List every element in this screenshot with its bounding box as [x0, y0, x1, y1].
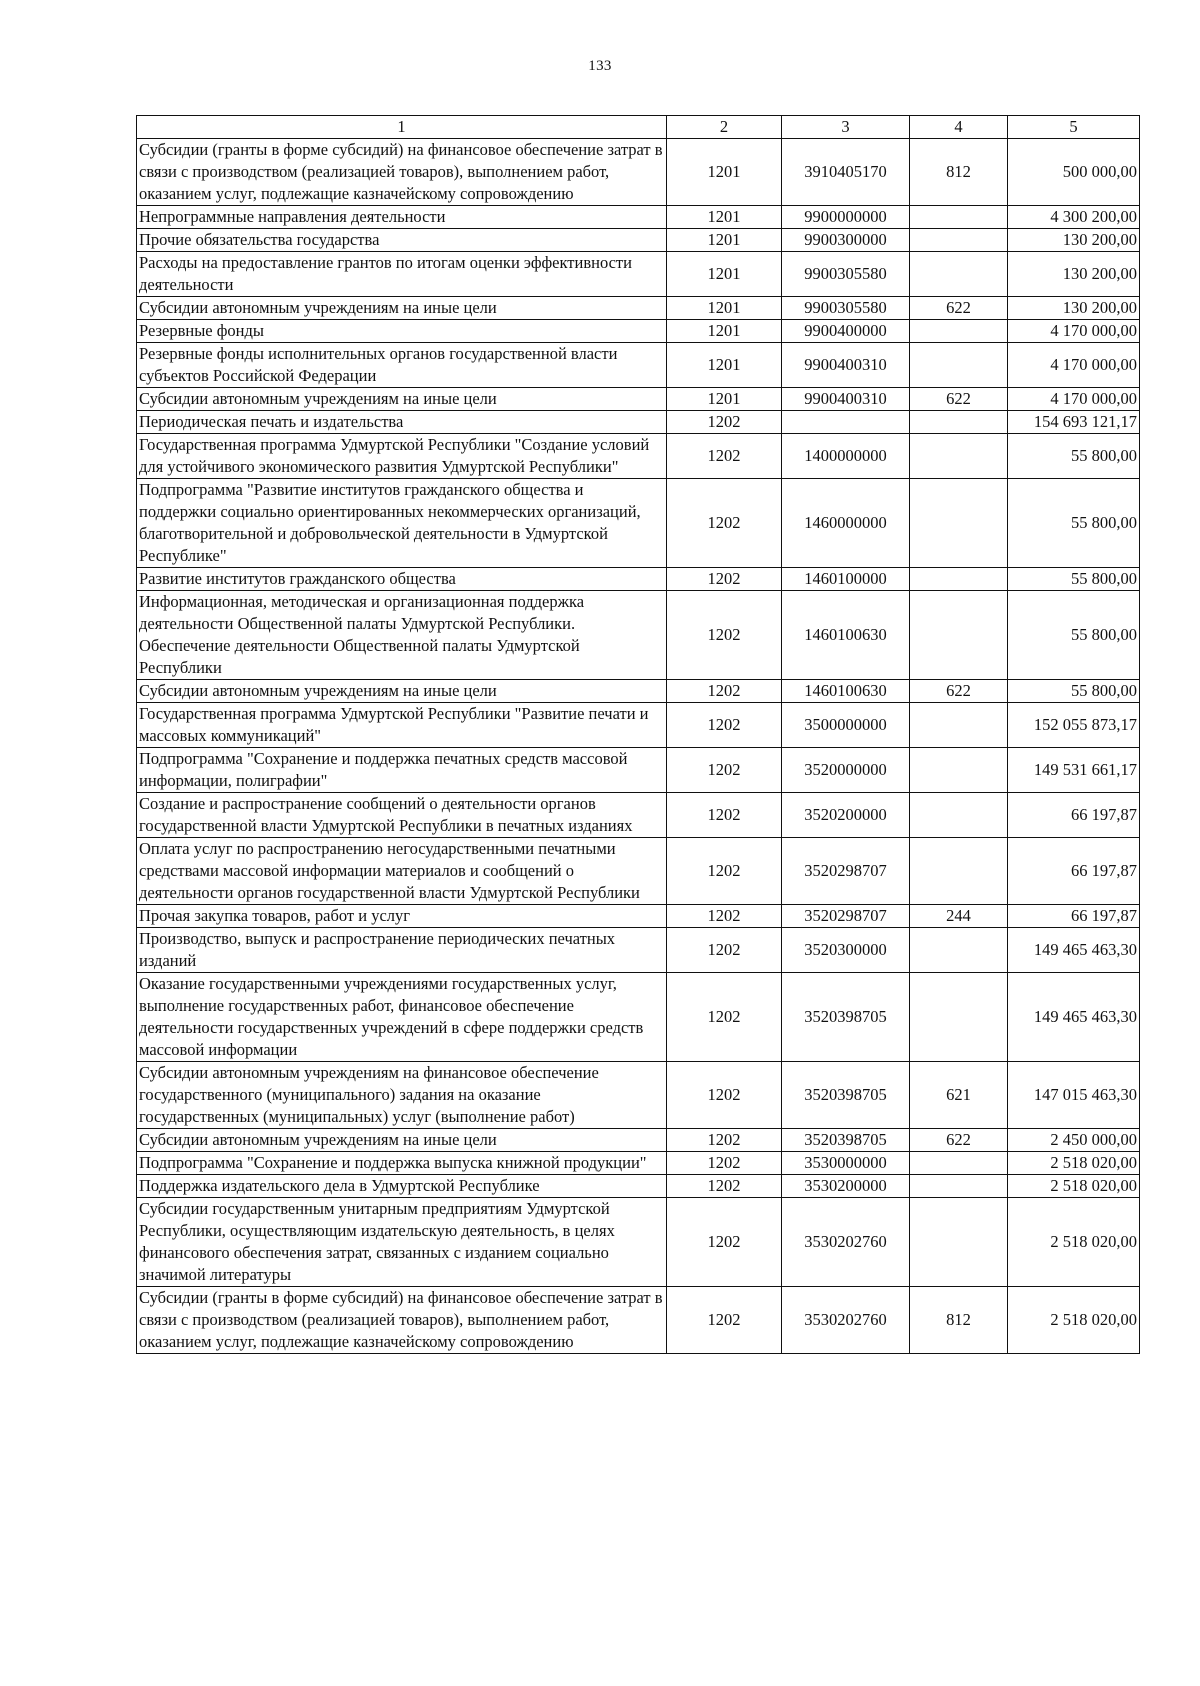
row-section: 1201: [667, 229, 782, 252]
row-amount: 66 197,87: [1008, 905, 1140, 928]
row-target-code: 3520398705: [782, 973, 910, 1062]
row-target-code: 9900300000: [782, 229, 910, 252]
column-header: 4: [910, 116, 1008, 139]
table-row: [137, 320, 1140, 343]
row-target-code: 3530202760: [782, 1198, 910, 1287]
row-target-code: 3520300000: [782, 928, 910, 973]
column-header: 5: [1008, 116, 1140, 139]
row-amount: 2 518 020,00: [1008, 1198, 1140, 1287]
row-target-code: 9900305580: [782, 252, 910, 297]
row-name: Поддержка издательского дела в Удмуртской Республике: [137, 1175, 667, 1198]
row-section: 1201: [667, 320, 782, 343]
table-row: [137, 388, 1140, 411]
row-amount: 55 800,00: [1008, 568, 1140, 591]
row-name: Подпрограмма "Сохранение и поддержка печатных средств массовой информации, полиграфии": [137, 748, 667, 793]
table-row: [137, 343, 1140, 388]
table-row: [137, 1198, 1140, 1287]
row-section: 1202: [667, 1152, 782, 1175]
row-name: Периодическая печать и издательства: [137, 411, 667, 434]
row-section: 1201: [667, 252, 782, 297]
row-expense-type: [910, 1175, 1008, 1198]
row-expense-type: [910, 591, 1008, 680]
row-amount: 152 055 873,17: [1008, 703, 1140, 748]
row-name: Государственная программа Удмуртской Республики "Развитие печати и массовых коммуникаций": [137, 703, 667, 748]
row-amount: 66 197,87: [1008, 838, 1140, 905]
row-target-code: 1460100630: [782, 591, 910, 680]
row-expense-type: [910, 838, 1008, 905]
row-target-code: 3910405170: [782, 139, 910, 206]
table-body: [137, 139, 1140, 1354]
row-section: 1202: [667, 793, 782, 838]
row-name: Резервные фонды: [137, 320, 667, 343]
row-amount: 4 170 000,00: [1008, 388, 1140, 411]
table-row: [137, 1129, 1140, 1152]
table-row: [137, 1062, 1140, 1129]
row-expense-type: [910, 206, 1008, 229]
row-expense-type: [910, 479, 1008, 568]
row-expense-type: [910, 973, 1008, 1062]
table-row: [137, 905, 1140, 928]
row-expense-type: 812: [910, 1287, 1008, 1354]
row-amount: 149 465 463,30: [1008, 928, 1140, 973]
table-row: [137, 680, 1140, 703]
table-row: [137, 703, 1140, 748]
row-expense-type: 812: [910, 139, 1008, 206]
row-name: Субсидии автономным учреждениям на иные цели: [137, 1129, 667, 1152]
row-expense-type: 622: [910, 680, 1008, 703]
row-target-code: 3520200000: [782, 793, 910, 838]
row-amount: 4 300 200,00: [1008, 206, 1140, 229]
row-expense-type: [910, 1152, 1008, 1175]
row-expense-type: [910, 928, 1008, 973]
row-expense-type: [910, 568, 1008, 591]
row-target-code: 9900400310: [782, 388, 910, 411]
column-header: 1: [137, 116, 667, 139]
row-section: 1202: [667, 434, 782, 479]
table-row: [137, 748, 1140, 793]
row-section: 1202: [667, 591, 782, 680]
row-amount: 500 000,00: [1008, 139, 1140, 206]
row-name: Производство, выпуск и распространение периодических печатных изданий: [137, 928, 667, 973]
column-header: 3: [782, 116, 910, 139]
row-expense-type: [910, 320, 1008, 343]
row-target-code: 1400000000: [782, 434, 910, 479]
table-row: [137, 206, 1140, 229]
row-target-code: 3520398705: [782, 1062, 910, 1129]
row-amount: 66 197,87: [1008, 793, 1140, 838]
row-amount: 55 800,00: [1008, 680, 1140, 703]
row-section: 1201: [667, 388, 782, 411]
row-target-code: 3520000000: [782, 748, 910, 793]
row-expense-type: [910, 1198, 1008, 1287]
row-expense-type: [910, 252, 1008, 297]
row-name: Субсидии автономным учреждениям на финансовое обеспечение государственного (муниципального) задания на оказание государственных (муниципальных) услуг (выполнение работ): [137, 1062, 667, 1129]
row-target-code: 3520298707: [782, 838, 910, 905]
row-name: Субсидии автономным учреждениям на иные цели: [137, 388, 667, 411]
row-name: Субсидии (гранты в форме субсидий) на финансовое обеспечение затрат в связи с производством (реализацией товаров), выполнением работ, оказанием услуг, подлежащие казначейскому сопровождению: [137, 1287, 667, 1354]
row-name: Расходы на предоставление грантов по итогам оценки эффективности деятельности: [137, 252, 667, 297]
column-header: 2: [667, 116, 782, 139]
table-row: [137, 297, 1140, 320]
row-section: 1202: [667, 479, 782, 568]
row-target-code: 3530000000: [782, 1152, 910, 1175]
row-name: Прочая закупка товаров, работ и услуг: [137, 905, 667, 928]
table-row: [137, 479, 1140, 568]
row-expense-type: [910, 434, 1008, 479]
row-expense-type: 621: [910, 1062, 1008, 1129]
row-section: 1202: [667, 568, 782, 591]
row-expense-type: 244: [910, 905, 1008, 928]
row-section: 1202: [667, 1198, 782, 1287]
row-section: 1202: [667, 703, 782, 748]
row-amount: 2 450 000,00: [1008, 1129, 1140, 1152]
row-name: Подпрограмма "Сохранение и поддержка выпуска книжной продукции": [137, 1152, 667, 1175]
row-amount: 130 200,00: [1008, 229, 1140, 252]
row-name: Развитие институтов гражданского общества: [137, 568, 667, 591]
row-name: Субсидии автономным учреждениям на иные цели: [137, 297, 667, 320]
row-name: Государственная программа Удмуртской Республики "Создание условий для устойчивого экономического развития Удмуртской Республики": [137, 434, 667, 479]
table-row: [137, 252, 1140, 297]
row-section: 1202: [667, 838, 782, 905]
row-amount: 154 693 121,17: [1008, 411, 1140, 434]
row-section: 1202: [667, 1129, 782, 1152]
budget-table: [136, 115, 1140, 1354]
row-section: 1201: [667, 343, 782, 388]
row-target-code: 9900000000: [782, 206, 910, 229]
row-amount: 149 531 661,17: [1008, 748, 1140, 793]
row-amount: 149 465 463,30: [1008, 973, 1140, 1062]
row-name: Резервные фонды исполнительных органов государственной власти субъектов Российской Федерации: [137, 343, 667, 388]
row-amount: 2 518 020,00: [1008, 1175, 1140, 1198]
table-header-row: [137, 116, 1140, 139]
table-row: [137, 973, 1140, 1062]
row-amount: 55 800,00: [1008, 591, 1140, 680]
row-section: 1201: [667, 139, 782, 206]
row-section: 1202: [667, 1062, 782, 1129]
table-row: [137, 1175, 1140, 1198]
row-name: Информационная, методическая и организационная поддержка деятельности Общественной палаты Удмуртской Республики. Обеспечение деятельности Общественной палаты Удмуртской Республики: [137, 591, 667, 680]
row-section: 1201: [667, 297, 782, 320]
row-expense-type: [910, 703, 1008, 748]
row-name: Подпрограмма "Развитие институтов гражданского общества и поддержки социально ориентированных некоммерческих организаций, благотворительной и добровольческой деятельности в Удмуртской Республике": [137, 479, 667, 568]
table-row: [137, 838, 1140, 905]
row-section: 1202: [667, 1175, 782, 1198]
row-expense-type: [910, 343, 1008, 388]
row-expense-type: [910, 793, 1008, 838]
row-target-code: 9900400310: [782, 343, 910, 388]
table-row: [137, 928, 1140, 973]
row-name: Оплата услуг по распространению негосударственными печатными средствами массовой информации материалов и сообщений о деятельности органов государственной власти Удмуртской Республики: [137, 838, 667, 905]
table-row: [137, 229, 1140, 252]
row-name: Оказание государственными учреждениями государственных услуг, выполнение государственных работ, финансовое обеспечение деятельности государственных учреждений в сфере поддержки средств массовой информации: [137, 973, 667, 1062]
row-name: Создание и распространение сообщений о деятельности органов государственной власти Удмуртской Республики в печатных изданиях: [137, 793, 667, 838]
row-target-code: 1460100630: [782, 680, 910, 703]
table-row: [137, 793, 1140, 838]
row-expense-type: 622: [910, 297, 1008, 320]
row-amount: 2 518 020,00: [1008, 1152, 1140, 1175]
row-expense-type: [910, 748, 1008, 793]
table-row: [137, 139, 1140, 206]
row-section: 1202: [667, 1287, 782, 1354]
row-section: 1202: [667, 748, 782, 793]
row-target-code: 3530202760: [782, 1287, 910, 1354]
page-number: 133: [588, 58, 612, 74]
row-target-code: 1460100000: [782, 568, 910, 591]
row-amount: 147 015 463,30: [1008, 1062, 1140, 1129]
row-target-code: 3530200000: [782, 1175, 910, 1198]
row-amount: 130 200,00: [1008, 252, 1140, 297]
table-row: [137, 1287, 1140, 1354]
row-expense-type: 622: [910, 1129, 1008, 1152]
row-amount: 55 800,00: [1008, 434, 1140, 479]
row-name: Субсидии государственным унитарным предприятиям Удмуртской Республики, осуществляющим издательскую деятельность, в целях финансового обеспечения затрат, связанных с изданием социально значимой литературы: [137, 1198, 667, 1287]
row-target-code: 3500000000: [782, 703, 910, 748]
row-amount: 4 170 000,00: [1008, 343, 1140, 388]
row-target-code: 9900400000: [782, 320, 910, 343]
row-expense-type: [910, 229, 1008, 252]
row-target-code: 3520398705: [782, 1129, 910, 1152]
row-amount: 2 518 020,00: [1008, 1287, 1140, 1354]
row-target-code: 3520298707: [782, 905, 910, 928]
table-row: [137, 434, 1140, 479]
row-name: Субсидии (гранты в форме субсидий) на финансовое обеспечение затрат в связи с производством (реализацией товаров), выполнением работ, оказанием услуг, подлежащие казначейскому сопровождению: [137, 139, 667, 206]
table-row: [137, 568, 1140, 591]
row-expense-type: 622: [910, 388, 1008, 411]
table-row: [137, 411, 1140, 434]
row-amount: 55 800,00: [1008, 479, 1140, 568]
row-target-code: [782, 411, 910, 434]
row-name: Субсидии автономным учреждениям на иные цели: [137, 680, 667, 703]
table-row: [137, 1152, 1140, 1175]
row-section: 1201: [667, 206, 782, 229]
row-amount: 130 200,00: [1008, 297, 1140, 320]
row-section: 1202: [667, 680, 782, 703]
row-section: 1202: [667, 928, 782, 973]
row-target-code: 1460000000: [782, 479, 910, 568]
row-section: 1202: [667, 411, 782, 434]
table-row: [137, 591, 1140, 680]
row-section: 1202: [667, 973, 782, 1062]
row-name: Прочие обязательства государства: [137, 229, 667, 252]
row-amount: 4 170 000,00: [1008, 320, 1140, 343]
row-expense-type: [910, 411, 1008, 434]
row-name: Непрограммные направления деятельности: [137, 206, 667, 229]
row-section: 1202: [667, 905, 782, 928]
row-target-code: 9900305580: [782, 297, 910, 320]
